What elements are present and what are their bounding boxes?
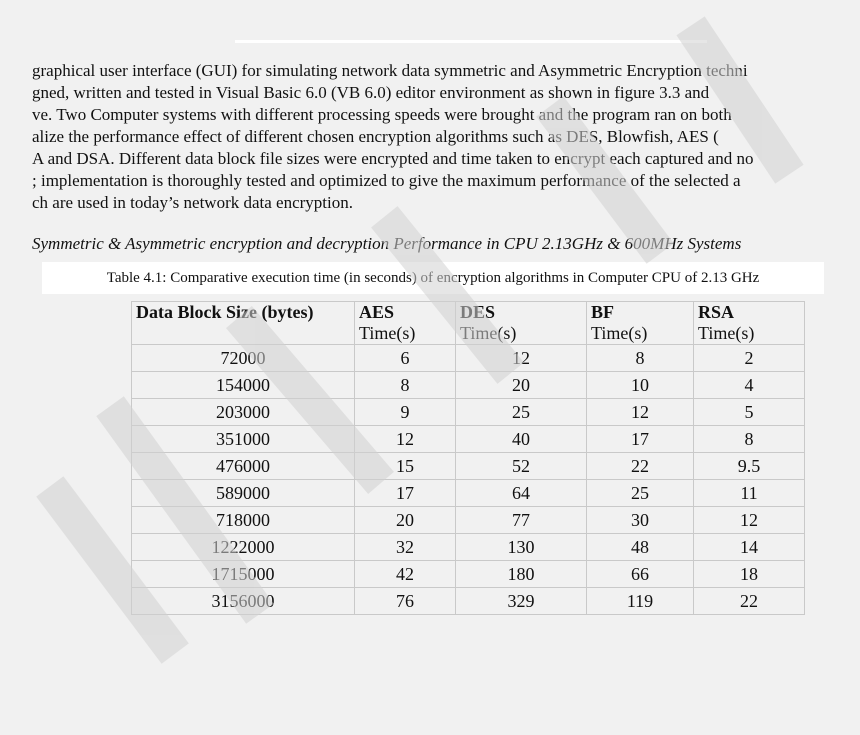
cell-bf: 66: [587, 561, 694, 588]
cell-bf: 30: [587, 507, 694, 534]
cell-des: 40: [456, 426, 587, 453]
cell-aes: 9: [355, 399, 456, 426]
cell-rsa: 12: [694, 507, 805, 534]
table-row: [132, 399, 805, 426]
cell-aes: 20: [355, 507, 456, 534]
cell-block-size: 1222000: [132, 534, 355, 561]
cell-bf: 48: [587, 534, 694, 561]
cell-block-size: 1715000: [132, 561, 355, 588]
cell-block-size: 589000: [132, 480, 355, 507]
cell-bf: 25: [587, 480, 694, 507]
cell-rsa: 8: [694, 426, 805, 453]
cell-des: 20: [456, 372, 587, 399]
cell-bf: 17: [587, 426, 694, 453]
paragraph-line: ch are used in today’s network data encryption.: [32, 193, 354, 212]
cell-des: 329: [456, 588, 587, 615]
cell-aes: 12: [355, 426, 456, 453]
paragraph-line: graphical user interface (GUI) for simulating network data symmetric and Asymmetric Encryption techni: [32, 61, 748, 80]
header-block-size: [132, 302, 355, 345]
cell-aes: 76: [355, 588, 456, 615]
table-caption: Table 4.1: Comparative execution time (in seconds) of encryption algorithms in Computer CPU of 2.13 GHz: [106, 270, 760, 286]
table-row: [132, 561, 805, 588]
cell-des: 180: [456, 561, 587, 588]
cell-aes: 6: [355, 345, 456, 372]
header-bf: [587, 302, 694, 345]
cell-bf: 12: [587, 399, 694, 426]
cell-rsa: 5: [694, 399, 805, 426]
paragraph-line: ; implementation is thoroughly tested and optimized to give the maximum performance of the selected a: [32, 171, 741, 190]
cell-block-size: 351000: [132, 426, 355, 453]
cell-des: 77: [456, 507, 587, 534]
cell-des: 25: [456, 399, 587, 426]
cell-des: 64: [456, 480, 587, 507]
table-row: [132, 507, 805, 534]
cell-bf: 10: [587, 372, 694, 399]
cell-aes: 17: [355, 480, 456, 507]
cell-rsa: 9.5: [694, 453, 805, 480]
top-rule: [235, 40, 707, 43]
header-unit: Time(s): [460, 323, 517, 343]
cell-block-size: 476000: [132, 453, 355, 480]
cell-block-size: 72000: [132, 345, 355, 372]
cell-rsa: 11: [694, 480, 805, 507]
cell-rsa: 22: [694, 588, 805, 615]
header-label: RSA: [698, 302, 735, 322]
header-aes: [355, 302, 456, 345]
cell-rsa: 18: [694, 561, 805, 588]
cell-aes: 15: [355, 453, 456, 480]
cell-block-size: 154000: [132, 372, 355, 399]
header-label: DES: [460, 302, 496, 322]
header-des: [456, 302, 587, 345]
header-rsa: [694, 302, 805, 345]
cell-aes: 32: [355, 534, 456, 561]
paragraph-line: alize the performance effect of different chosen encryption algorithms such as DES, Blowfish, AES (: [32, 127, 719, 146]
body-paragraph: [0, 60, 860, 214]
table-row: [132, 480, 805, 507]
header-label: AES: [359, 302, 395, 322]
cell-block-size: 718000: [132, 507, 355, 534]
execution-time-table: [131, 301, 805, 615]
cell-rsa: 2: [694, 345, 805, 372]
header-unit: Time(s): [698, 323, 755, 343]
cell-des: 52: [456, 453, 587, 480]
header-unit: Time(s): [359, 323, 416, 343]
paragraph-line: gned, written and tested in Visual Basic 6.0 (VB 6.0) editor environment as shown in figure 3.3 and: [32, 83, 710, 102]
cell-block-size: 203000: [132, 399, 355, 426]
cell-rsa: 4: [694, 372, 805, 399]
header-unit: Time(s): [591, 323, 648, 343]
table-header-row: [132, 302, 805, 345]
cell-bf: 119: [587, 588, 694, 615]
table-row: [132, 345, 805, 372]
cell-des: 130: [456, 534, 587, 561]
cell-bf: 8: [587, 345, 694, 372]
table-row: [132, 534, 805, 561]
table-row: [132, 588, 805, 615]
header-label: Data Block Size (bytes): [136, 302, 314, 322]
table-row: [132, 453, 805, 480]
paragraph-line: ve. Two Computer systems with different processing speeds were brought and the program ran on both: [32, 105, 732, 124]
table-row: [132, 372, 805, 399]
table-caption-box: [42, 262, 824, 294]
table-row: [132, 426, 805, 453]
cell-aes: 42: [355, 561, 456, 588]
cell-des: 12: [456, 345, 587, 372]
cell-block-size: 3156000: [132, 588, 355, 615]
cell-rsa: 14: [694, 534, 805, 561]
paragraph-line: A and DSA. Different data block file sizes were encrypted and time taken to encrypt each captured and no: [32, 149, 754, 168]
header-label: BF: [591, 302, 615, 322]
section-heading: Symmetric & Asymmetric encryption and decryption Performance in CPU 2.13GHz & 600MHz Systems: [32, 234, 742, 253]
cell-aes: 8: [355, 372, 456, 399]
cell-bf: 22: [587, 453, 694, 480]
